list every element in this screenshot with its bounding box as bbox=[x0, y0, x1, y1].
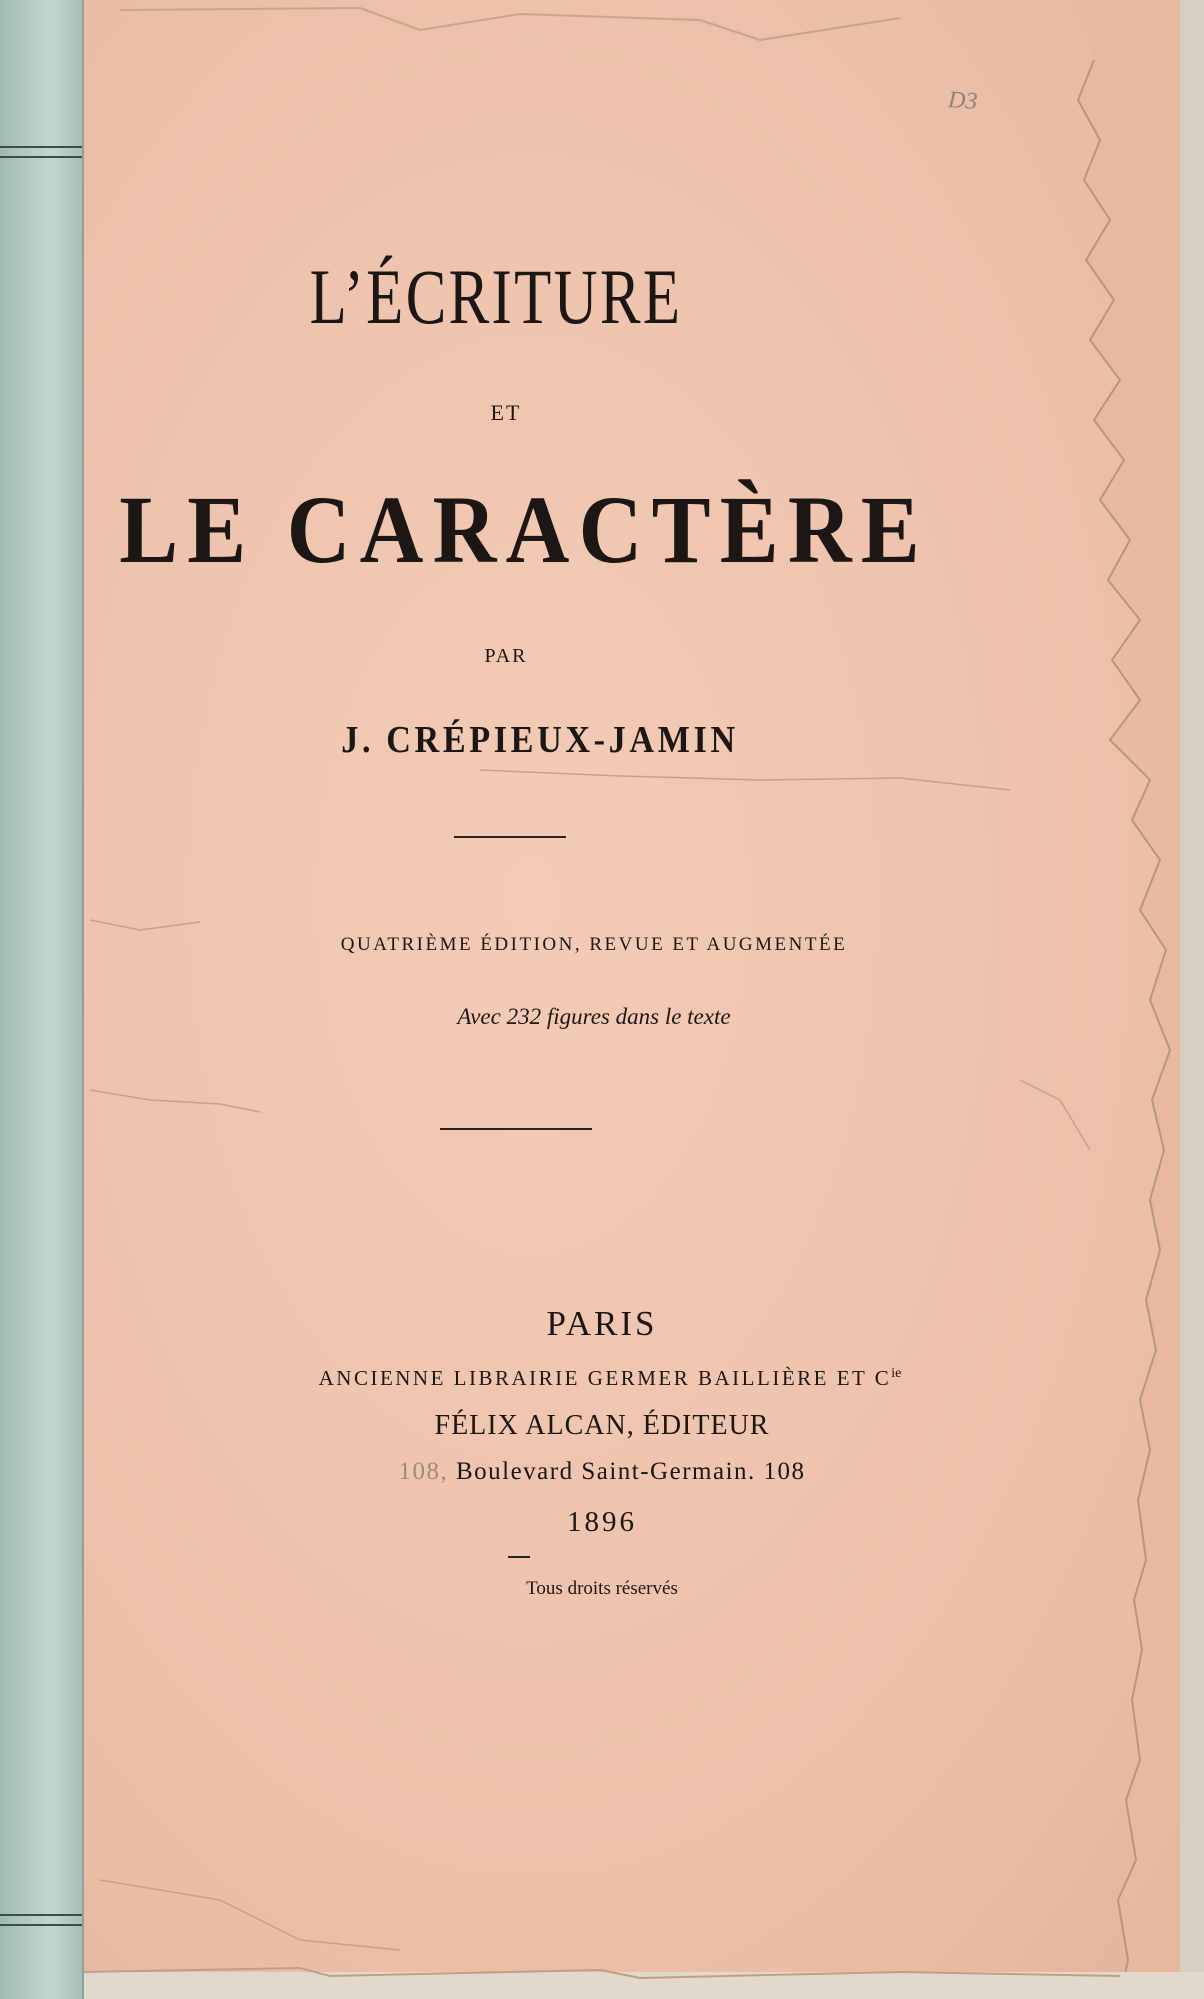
byline-par: PAR bbox=[484, 645, 528, 667]
pencil-annotation: D3 bbox=[947, 87, 979, 115]
address-main: Boulevard Saint-Germain. 108 bbox=[448, 1458, 806, 1485]
divider-rule bbox=[508, 1556, 530, 1558]
figures-note: Avec 232 figures dans le texte bbox=[457, 1004, 731, 1029]
publication-year: 1896 bbox=[567, 1506, 637, 1538]
title-line-2: LE CARACTÈRE bbox=[119, 476, 929, 583]
title-line-1: L’ÉCRITURE bbox=[309, 253, 683, 340]
edition-statement: QUATRIÈME ÉDITION, REVUE ET AUGMENTÉE bbox=[340, 934, 848, 955]
author-name: J. CRÉPIEUX-JAMIN bbox=[341, 719, 739, 761]
divider-rule bbox=[454, 836, 566, 838]
imprint-publisher: FÉLIX ALCAN, ÉDITEUR bbox=[434, 1410, 770, 1441]
address-number-start: 108, bbox=[398, 1458, 449, 1485]
imprint-address bbox=[84, 1458, 1120, 1486]
title-conjunction: ET bbox=[490, 400, 522, 425]
imprint-librairie-text: ANCIENNE LIBRAIRIE GERMER BAILLIÈRE ET C bbox=[318, 1366, 892, 1390]
imprint-librairie bbox=[84, 1366, 1136, 1391]
imprint-librairie-superscript: ie bbox=[891, 1366, 902, 1381]
imprint-city: PARIS bbox=[546, 1304, 658, 1343]
divider-rule bbox=[440, 1128, 592, 1130]
rights-notice: Tous droits réservés bbox=[526, 1578, 678, 1599]
